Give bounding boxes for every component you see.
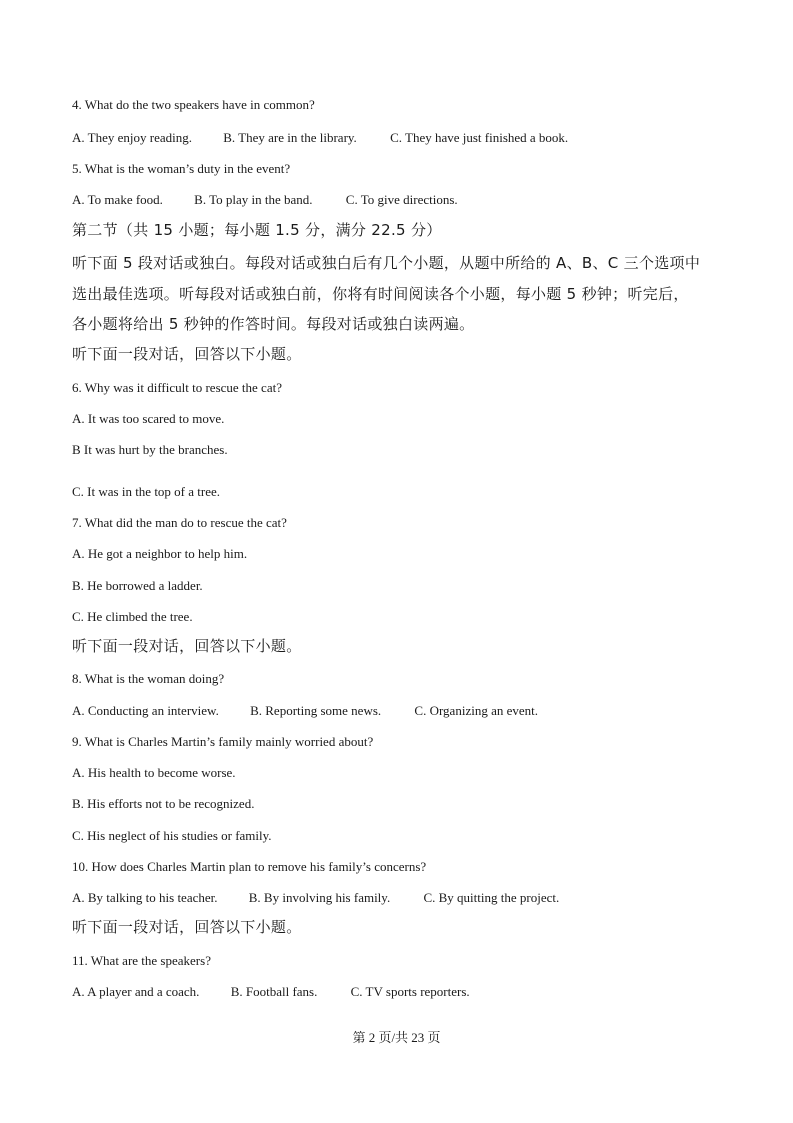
section-title: 第二节（共 15 小题；每小题 1.5 分，满分 22.5 分）	[72, 221, 442, 239]
question-9-option-b: B. His efforts not to be recognized.	[72, 796, 255, 811]
dialog-intro: 听下面一段对话，回答以下小题。	[72, 918, 302, 936]
question-6: 6. Why was it difficult to rescue the cat?	[72, 380, 282, 395]
option-c: C. Organizing an event.	[414, 703, 538, 718]
option-c: C. TV sports reporters.	[350, 984, 470, 999]
dialog-intro: 听下面一段对话，回答以下小题。	[72, 345, 302, 363]
question-8: 8. What is the woman doing?	[72, 671, 225, 686]
option-a: A. They enjoy reading.	[72, 130, 192, 145]
option-a: A. By talking to his teacher.	[72, 890, 218, 905]
option-b: B. By involving his family.	[248, 890, 391, 905]
question-10-options	[72, 890, 559, 906]
question-6-option-c: C. It was in the top of a tree.	[72, 484, 221, 499]
option-c: C. They have just finished a book.	[390, 130, 569, 145]
question-7-option-c: C. He climbed the tree.	[72, 609, 193, 624]
instructions-line-1: 听下面 5 段对话或独白。每段对话或独白后有几个小题，从题中所给的 A、B、C 三个选项中	[72, 254, 701, 272]
option-b: B. Reporting some news.	[250, 703, 382, 718]
option-b: B. Football fans.	[230, 984, 318, 999]
question-6-option-a: A. It was too scared to move.	[72, 411, 225, 426]
question-9-option-a: A. His health to become worse.	[72, 765, 236, 780]
question-6-option-b: B It was hurt by the branches.	[72, 442, 228, 457]
question-11: 11. What are the speakers?	[72, 953, 211, 968]
option-a: A. Conducting an interview.	[72, 703, 219, 718]
option-c: C. By quitting the project.	[423, 890, 560, 905]
option-b: B. They are in the library.	[223, 130, 357, 145]
option-a: A. To make food.	[72, 192, 163, 207]
question-5-options	[72, 192, 458, 208]
option-c: C. To give directions.	[345, 192, 458, 207]
question-7: 7. What did the man do to rescue the cat?	[72, 515, 287, 530]
dialog-intro: 听下面一段对话，回答以下小题。	[72, 637, 302, 655]
question-7-option-b: B. He borrowed a ladder.	[72, 578, 203, 593]
option-a: A. A player and a coach.	[72, 984, 200, 999]
instructions-line-2: 选出最佳选项。听每段对话或独白前，你将有时间阅读各个小题，每小题 5 秒钟；听完后，	[72, 285, 689, 303]
question-5: 5. What is the woman’s duty in the event?	[72, 161, 291, 176]
question-7-option-a: A. He got a neighbor to help him.	[72, 546, 248, 561]
question-4: 4. What do the two speakers have in common?	[72, 97, 315, 112]
question-11-options	[72, 984, 470, 1000]
question-10: 10. How does Charles Martin plan to remove his family’s concerns?	[72, 859, 427, 874]
question-9-option-c: C. His neglect of his studies or family.	[72, 828, 272, 843]
option-b: B. To play in the band.	[194, 192, 313, 207]
question-8-options	[72, 703, 538, 719]
question-4-options	[72, 130, 568, 146]
question-9: 9. What is Charles Martin’s family mainly worried about?	[72, 734, 374, 749]
page-footer: 第 2 页/共 23 页	[352, 1030, 441, 1045]
instructions-line-3: 各小题将给出 5 秒钟的作答时间。每段对话或独白读两遍。	[72, 315, 475, 333]
